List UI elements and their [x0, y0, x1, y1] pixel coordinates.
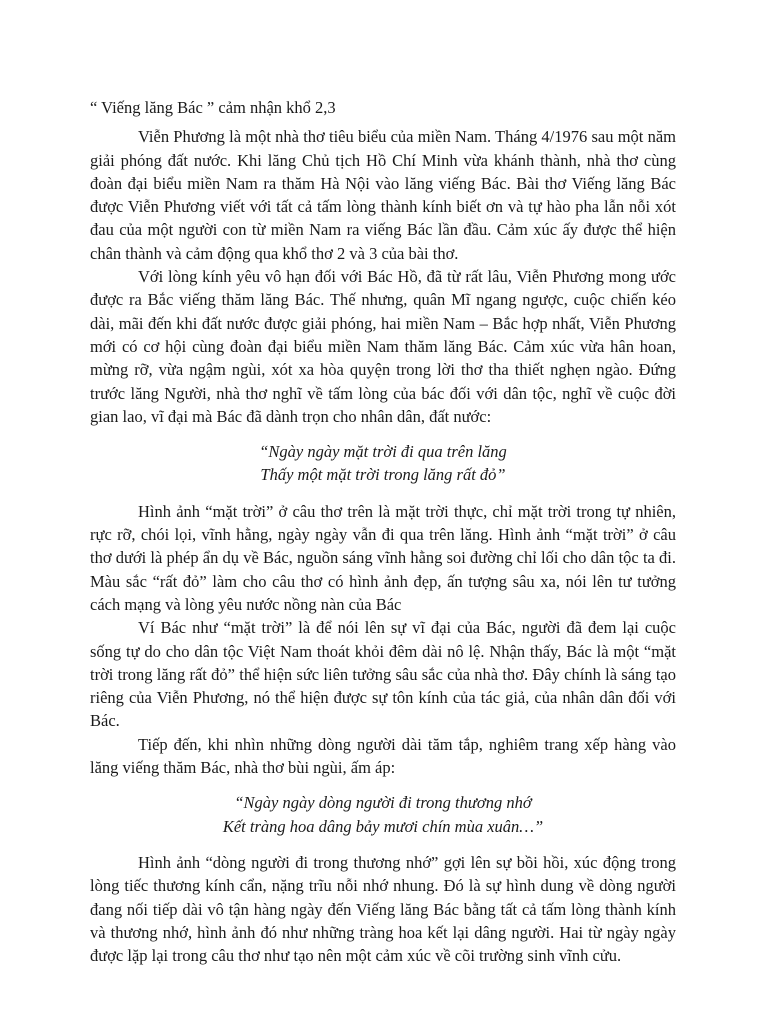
poem-quote-2	[90, 791, 676, 838]
document-title: “ Viếng lăng Bác ” cảm nhận khổ 2,3	[90, 98, 336, 117]
paragraph-sun-image: Hình ảnh “mặt trời” ở câu thơ trên là mặt trời thực, chỉ mặt trời trong tự nhiên, rực rỡ, chói lọi, vĩnh hằng, ngày ngày vẫn đi qua trên lăng. Hình ảnh “mặt trời” ở câu thơ dưới là phép ẩn dụ về Bác, nguồn sáng vĩnh hằng soi đường chỉ lối cho dân tộc ta đi. Màu sắc “rất đỏ” làm cho câu thơ có hình ảnh đẹp, ấn tượng sâu xa, nói lên tư tưởng cách mạng và lòng yêu nước nồng nàn của Bác	[90, 501, 676, 614]
document-page	[90, 96, 676, 967]
paragraph-intro: Viễn Phương là một nhà thơ tiêu biểu của miền Nam. Tháng 4/1976 sau một năm giải phóng đất nước. Khi lăng Chủ tịch Hồ Chí Minh vừa khánh thành, nhà thơ cùng đoàn đại biểu miền Nam ra thăm Hà Nội vào lăng viếng Bác. Bài thơ Viếng lăng Bác được Viễn Phương viết với tất cả tấm lòng thành kính biết ơn và tự hào pha lẫn nỗi xót đau của một người con từ miền Nam ra viếng Bác lần đầu. Cảm xúc ấy được thể hiện chân thành và cảm động qua khổ thơ 2 và 3 của bài thơ.	[90, 127, 676, 263]
poem-line: “Ngày ngày dòng người đi trong thương nhớ	[234, 793, 532, 813]
poem-quote-1	[90, 440, 676, 487]
paragraph-stream-of-people: Hình ảnh “dòng người đi trong thương nhớ” gợi lên sự bồi hồi, xúc động trong lòng tiếc thương kính cẩn, nặng trĩu nỗi nhớ nhung. Đó là sự hình dung về dòng người đang nối tiếp dài vô tận hàng ngày đến Viếng lăng Bác bằng tất cả tấm lòng thành kính và thương nhớ, hình ảnh đó như những tràng hoa kết lại dâng người. Hai từ ngày ngày được lặp lại trong câu thơ như tạo nên một cảm xúc về cõi trường sinh vĩnh cửu.	[90, 852, 676, 966]
poem-line: Kết tràng hoa dâng bảy mươi chín mùa xuân…”	[222, 816, 544, 836]
poem-line: Thấy một mặt trời trong lăng rất đỏ”	[260, 465, 506, 485]
paragraph-transition: Tiếp đến, khi nhìn những dòng người dài tăm tắp, nghiêm trang xếp hàng vào lăng viếng thăm Bác, nhà thơ bùi ngùi, ấm áp:	[90, 734, 676, 778]
poem-line: “Ngày ngày mặt trời đi qua trên lăng	[259, 442, 507, 462]
paragraph-sun-metaphor: Ví Bác như “mặt trời” là để nói lên sự vĩ đại của Bác, người đã đem lại cuộc sống tự do cho dân tộc Việt Nam thoát khỏi đêm dài nô lệ. Nhận thấy, Bác là một “mặt trời trong lăng rất đỏ” thể hiện sức liên tưởng sâu sắc của nhà thơ. Đây chính là sáng tạo riêng của Viễn Phương, nó thể hiện được sự tôn kính của tác giả, của nhân dân đối với Bác.	[90, 618, 676, 731]
paragraph-context: Với lòng kính yêu vô hạn đối với Bác Hồ, đã từ rất lâu, Viễn Phương mong ước được ra Bắc viếng thăm lăng Bác. Thế nhưng, quân Mĩ ngang ngược, cuộc chiến kéo dài, mãi đến khi đất nước được giải phóng, hai miền Nam – Bắc hợp nhất, Viễn Phương mới có cơ hội cùng đoàn đại biểu miền Nam thăm lăng Bác. Cảm xúc vừa hân hoan, mừng rỡ, vừa ngậm ngùi, xót xa hòa quyện trong lời thơ tha thiết nghẹn ngào. Đứng trước lăng Người, nhà thơ nghĩ về tấm lòng của bác đối với dân tộc, nghĩ về cuộc đời gian lao, vĩ đại mà Bác đã dành trọn cho nhân dân, đất nước:	[90, 267, 676, 426]
